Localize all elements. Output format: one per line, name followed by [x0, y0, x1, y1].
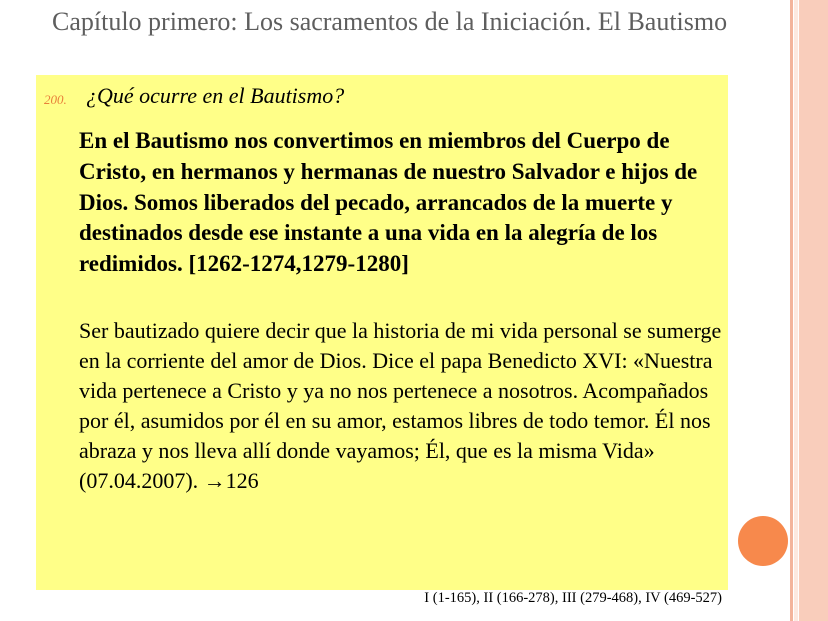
stripe-light: [794, 0, 798, 621]
decorative-circle: [738, 516, 788, 566]
answer-text: En el Bautismo nos convertimos en miembros del Cuerpo de Cristo, en hermanos y hermanas de nuestro Salvador e hijos de Dios. Somos liberados del pecado, arrancados de la muerte y destinados desde ese instante a una vida en la alegría de los redimidos. [1262-1274,1279-1280]: [79, 128, 698, 277]
question-number: 200.: [44, 92, 67, 107]
slide-title: Capítulo primero: Los sacramentos de la Iniciación. El Bautismo: [52, 7, 728, 36]
stripe-wide: [799, 0, 828, 621]
content-panel: [36, 75, 728, 590]
decorative-side-stripes: [790, 0, 828, 621]
question-text: ¿Qué ocurre en el Bautismo?: [86, 83, 345, 108]
stripe-thin: [790, 0, 793, 621]
footer-index: I (1-165), II (166-278), III (279-468), IV (469-527): [424, 590, 722, 606]
commentary-text: Ser bautizado quiere decir que la historia de mi vida personal se sumerge en la corriente del amor de Dios. Dice el papa Benedicto XVI: «Nuestra vida pertenece a Cristo y ya no nos pertenece a nosotros. Acompañados por él, asumidos por él en su amor, estamos libres de todo temor. Él nos abraza y nos lleva allí donde vayamos; Él, que es la misma Vida» (07.04.2007). →126: [79, 318, 722, 493]
